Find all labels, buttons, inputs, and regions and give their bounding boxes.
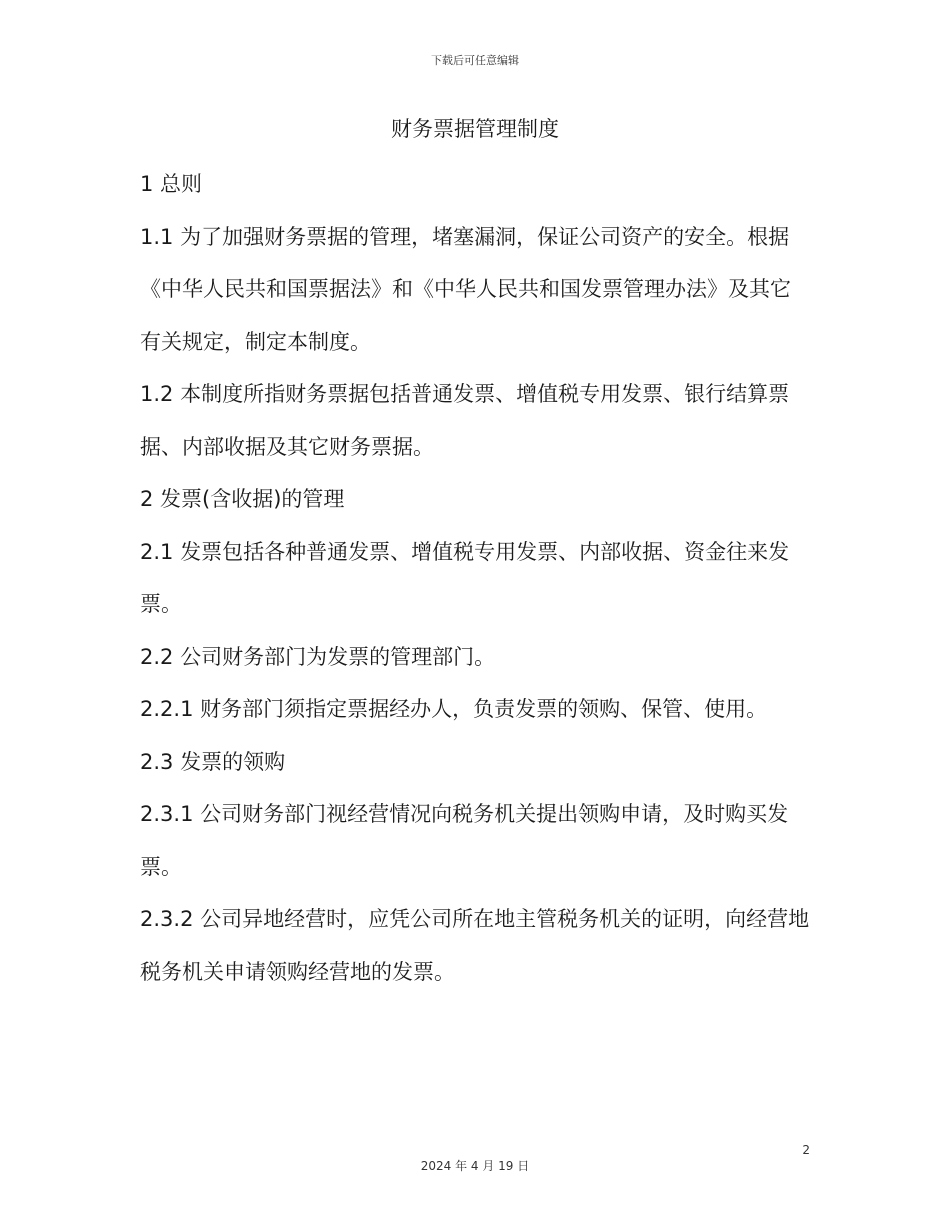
paragraph: 2.2 公司财务部门为发票的管理部门。 [140, 644, 496, 669]
footer-date: 2024 年 4 月 19 日 [420, 1159, 530, 1173]
section-heading: 2 发票(含收据)的管理 [140, 487, 345, 511]
header-note: 下载后可任意编辑 [431, 54, 519, 67]
document-title: 财务票据管理制度 [391, 117, 559, 141]
paragraph: 2.2.1 财务部门须指定票据经办人，负责发票的领购、保管、使用。 [140, 697, 768, 721]
page-number: 2 [802, 1143, 810, 1157]
document-body [140, 158, 810, 998]
subsection-heading: 2.3 发票的领购 [140, 749, 286, 774]
section-heading: 1 总则 [140, 172, 203, 196]
paragraph: 2.1 发票包括各种普通发票、增值税专用发票、内部收据、资金往来发票。 [140, 539, 790, 616]
paragraph: 1.1 为了加强财务票据的管理，堵塞漏洞，保证公司资产的安全。根据《中华人民共和国票据法》和《中华人民共和国发票管理办法》及其它有关规定，制定本制度。 [140, 224, 791, 354]
paragraph: 2.3.2 公司异地经营时，应凭公司所在地主管税务机关的证明，向经营地税务机关申请领购经营地的发票。 [140, 907, 810, 984]
paragraph: 2.3.1 公司财务部门视经营情况向税务机关提出领购申请，及时购买发票。 [140, 802, 789, 879]
paragraph: 1.2 本制度所指财务票据包括普通发票、增值税专用发票、银行结算票据、内部收据及其它财务票据。 [140, 382, 790, 459]
